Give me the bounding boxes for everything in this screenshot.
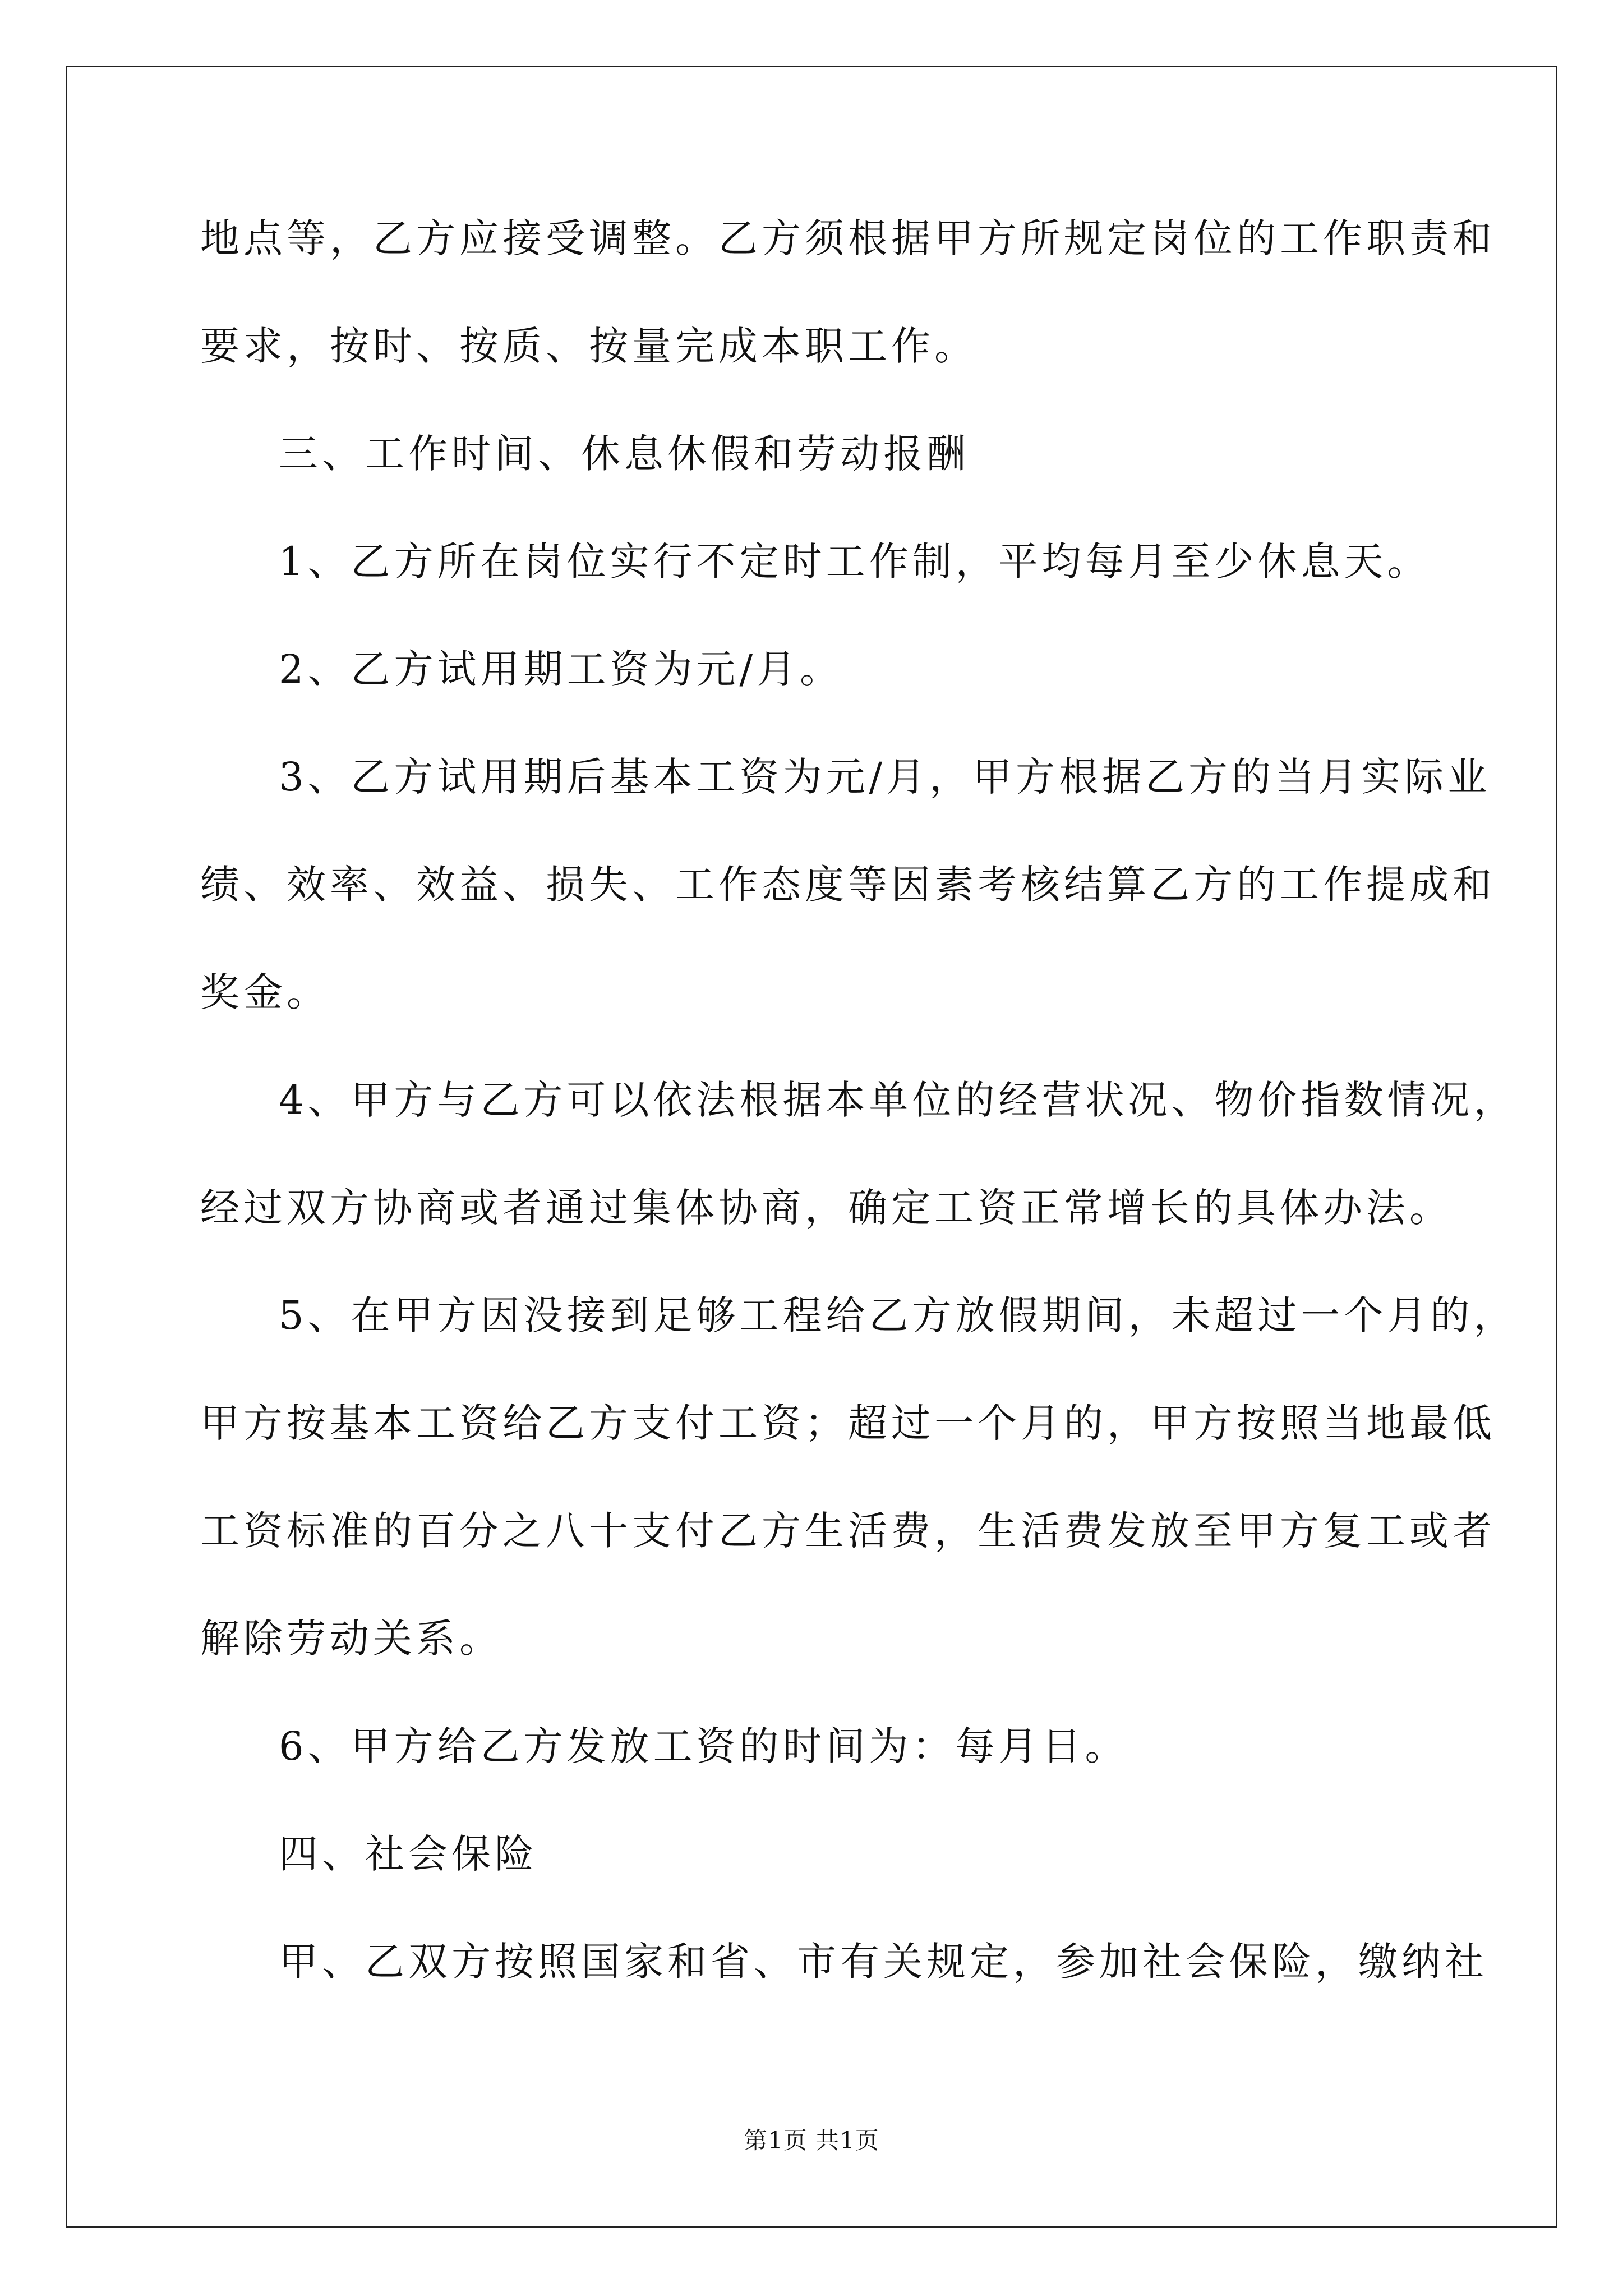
- text-line: 奖金。: [200, 969, 330, 1015]
- text-line: 4、甲方与乙方可以依法根据本单位的经营状况、物价指数情况，: [279, 1077, 1517, 1123]
- text-line: 地点等，乙方应接受调整。乙方须根据甲方所规定岗位的工作职责和: [200, 215, 1496, 261]
- text-line: 甲、乙双方按照国家和省、市有关规定，参加社会保险，缴纳社: [279, 1939, 1488, 1985]
- text-line: 工资标准的百分之八十支付乙方生活费，生活费发放至甲方复工或者: [200, 1508, 1496, 1554]
- text-line: 要求，按时、按质、按量完成本职工作。: [200, 323, 978, 369]
- text-line: 6、甲方给乙方发放工资的时间为：每月日。: [279, 1723, 1128, 1769]
- text-line: 绩、效率、效益、损失、工作态度等因素考核结算乙方的工作提成和: [200, 862, 1496, 908]
- text-line: 1、乙方所在岗位实行不定时工作制，平均每月至少休息天。: [279, 539, 1431, 585]
- text-line: 5、在甲方因没接到足够工程给乙方放假期间，未超过一个月的，: [279, 1292, 1517, 1338]
- section-heading: 三、工作时间、休息休假和劳动报酬: [279, 431, 970, 477]
- page-number: 第1页 共1页: [744, 2127, 879, 2154]
- section-heading: 四、社会保险: [279, 1831, 538, 1877]
- text-line: 解除劳动关系。: [200, 1616, 502, 1662]
- page-border: [66, 66, 1557, 2228]
- text-line: 3、乙方试用期后基本工资为元/月，甲方根据乙方的当月实际业: [279, 754, 1491, 800]
- text-line: 2、乙方试用期工资为元/月。: [279, 646, 843, 692]
- text-line: 经过双方协商或者通过集体协商，确定工资正常增长的具体办法。: [200, 1185, 1453, 1231]
- text-line: 甲方按基本工资给乙方支付工资；超过一个月的，甲方按照当地最低: [200, 1400, 1496, 1446]
